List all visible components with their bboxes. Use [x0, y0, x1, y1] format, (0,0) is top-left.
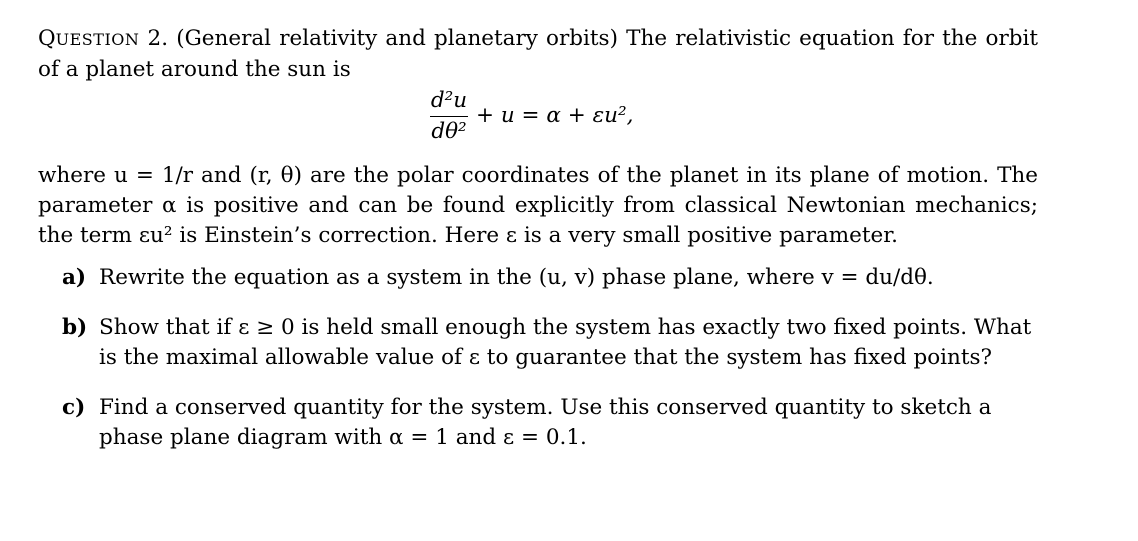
part-text: Show that if ε ≥ 0 is held small enough the system has exactly two fixed points. What is the maximal allowable value of ε to guarantee that the system has fixed points? — [99, 315, 1032, 370]
question-body: where u = 1/r and (r, θ) are the polar coordinates of the planet in its plane of motion. The parameter α is positive and can be found explicitly from classical Newtonian mechanics; the term εu² is Einstein’s correction. Here ε is a very small positive parameter. — [38, 163, 1038, 248]
equation-denominator: dθ² — [431, 119, 467, 144]
question-intro-text: (General relativity and planetary orbits) The relativistic equation for the orbit of a planet around the sun is — [38, 26, 1038, 82]
part-label: b) — [62, 315, 88, 340]
question-heading: QUESTION — [38, 26, 140, 51]
part-b — [38, 313, 1038, 373]
part-label: c) — [62, 395, 86, 420]
question-page — [38, 24, 1038, 473]
orbit-equation — [38, 87, 1038, 153]
part-c — [38, 393, 1038, 453]
equation-rhs: + u = α + εu², — [476, 103, 634, 128]
equation-fraction — [428, 87, 470, 146]
question-intro — [38, 24, 1038, 85]
part-text: Find a conserved quantity for the system. Use this conserved quantity to sketch a phase plane diagram with α = 1 and ε = 0.1. — [99, 395, 992, 450]
fraction-bar — [430, 116, 468, 117]
part-label: a) — [62, 265, 87, 290]
part-a — [38, 263, 1038, 293]
equation-numerator: d²u — [430, 88, 468, 113]
question-parts — [38, 263, 1038, 453]
part-text: Rewrite the equation as a system in the (u, v) phase plane, where v = du/dθ. — [99, 265, 934, 290]
question-number: 2. — [147, 26, 169, 51]
